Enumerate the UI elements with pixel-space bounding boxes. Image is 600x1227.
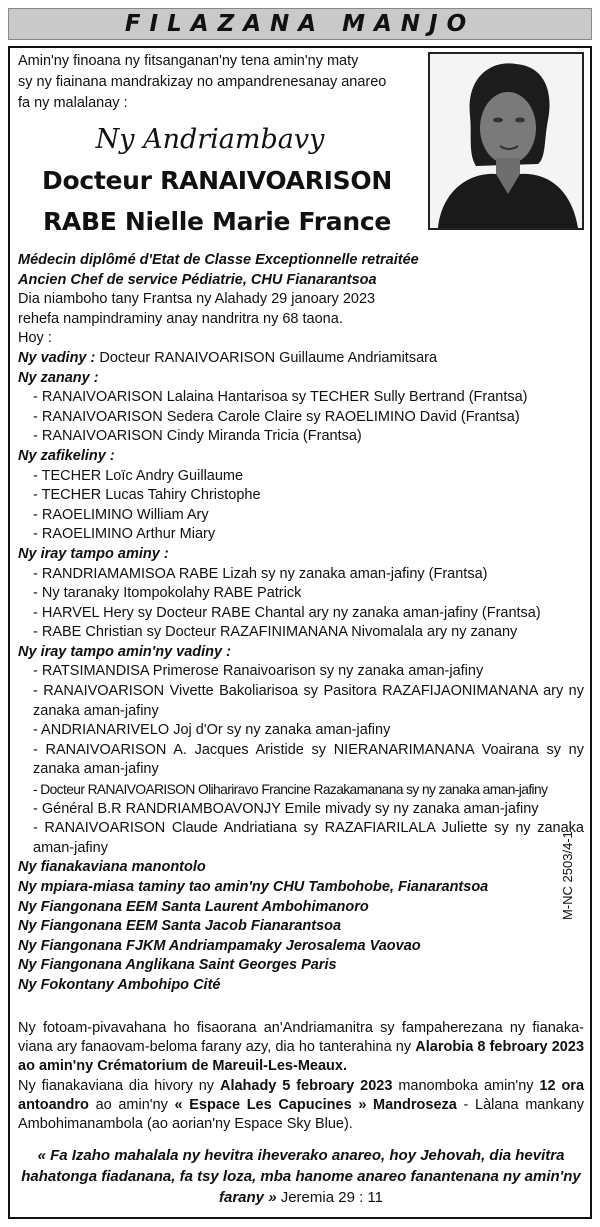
list-item: - Général B.R RANDRIAMBOAVONJY Emile mivady sy ny zanaka aman-jafiny bbox=[33, 800, 539, 817]
intro-text bbox=[18, 51, 418, 114]
gathering-text-run: manomboka amin'ny bbox=[398, 1077, 534, 1094]
intro-line: sy ny fiainana mandrakizay no ampandrenesanay anareo bbox=[18, 74, 387, 90]
gathering-text-run: ao amin'ny bbox=[95, 1096, 168, 1113]
list-item: - RANDRIAMAMISOA RABE Lizah sy ny zanaka aman-jafiny (Frantsa) bbox=[33, 565, 488, 582]
spouse-label: Ny vadiny : bbox=[18, 349, 96, 366]
list-item: - ANDRIANARIVELO Joj d'Or sy ny zanaka aman-jafiny bbox=[33, 722, 391, 739]
list-item: - RANAIVOARISON Lalaina Hantarisoa sy TECHER Sully Bertrand (Frantsa) bbox=[33, 389, 528, 406]
spouse-line bbox=[18, 349, 584, 369]
list-item: - RANAIVOARISON Vivette Bakoliarisoa sy Pasitora RAZAFIJAONIMANANA ary ny zanaka aman-jafiny bbox=[33, 683, 584, 719]
portrait-image bbox=[430, 54, 582, 228]
group-line: Ny fianakaviana manontolo bbox=[18, 859, 206, 876]
list-item: - HARVEL Hery sy Docteur RABE Chantal ary ny zanaka aman-jafiny (Frantsa) bbox=[33, 604, 541, 621]
list-item: - RANAIVOARISON A. Jacques Aristide sy NIERANARIMANANA Voairana sy ny zanaka aman-jafiny bbox=[33, 741, 584, 778]
gathering-time: 12 ora antoandro bbox=[18, 1077, 585, 1113]
list-item: - RANAIVOARISON Cindy Miranda Tricia (Frantsa) bbox=[33, 428, 362, 445]
group-line: Ny Fiangonana Anglikana Saint Georges Paris bbox=[18, 957, 337, 974]
spouse-name: Docteur RANAIVOARISON Guillaume Andriamitsara bbox=[99, 349, 438, 366]
group-line: Ny mpiara-miasa taminy tao amin'ny CHU Tambohobe, Fianarantsoa bbox=[18, 879, 489, 895]
ceremony-text bbox=[18, 1019, 584, 1134]
death-line: Hoy : bbox=[18, 330, 52, 347]
intro-line: Amin'ny finoana ny fitsanganan'ny tena amin'ny maty bbox=[18, 53, 359, 69]
grandchildren-label: Ny zafikeliny : bbox=[18, 447, 115, 464]
deceased-name-line1: Docteur RANAIVOARISON bbox=[42, 166, 392, 195]
quote-reference: Jeremia 29 : 11 bbox=[280, 1189, 383, 1206]
group-line: Ny Fiangonana EEM Santa Jacob Fianarantsoa bbox=[18, 918, 342, 935]
list-item: - RABE Christian sy Docteur RAZAFINIMANANA Nivomalala ary ny zanany bbox=[33, 624, 518, 641]
gathering-date: Alahady 5 febroary 2023 bbox=[219, 1077, 393, 1094]
group-line: Ny Fiangonana FJKM Andriampamaky Jerosalema Vaovao bbox=[18, 937, 421, 954]
list-item: - RANAIVOARISON Claude Andriatiana sy RAZAFIARILALA Juliette sy ny zanaka aman-jafiny bbox=[33, 820, 584, 856]
intro-line: fa ny malalanay : bbox=[18, 95, 128, 111]
gathering-text-run: - Làlana mankany Ambohimanambola (ao aorian'ny Espace Sky Blue). bbox=[18, 1096, 585, 1133]
reference-code: M-NC 2503/4-1 bbox=[560, 831, 575, 920]
honorific: Ny Andriambavy bbox=[95, 124, 325, 155]
deceased-name-line2: RABE Nielle Marie France bbox=[42, 207, 392, 236]
credential-line: Ancien Chef de service Pédiatrie, CHU Fianarantsoa bbox=[18, 271, 377, 288]
group-line: Ny Fokontany Ambohipo Cité bbox=[18, 976, 221, 993]
list-item: - Docteur RANAIVOARISON Olihariravo Francine Razakamanana sy ny zanaka aman-jafiny bbox=[33, 782, 548, 798]
list-item: - RAOELIMINO William Ary bbox=[33, 506, 209, 523]
ceremony-date-place: Alarobia 8 febroary 2023 ao amin'ny Crématorium de Mareuil-Les-Meaux. bbox=[18, 1039, 585, 1075]
list-item: - RANAIVOARISON Sedera Carole Claire sy RAOELIMINO David (Frantsa) bbox=[33, 408, 520, 425]
spouse-siblings-label: Ny iray tampo amin'ny vadiny : bbox=[18, 643, 231, 660]
group-line: Ny Fiangonana EEM Santa Laurent Ambohimanoro bbox=[18, 898, 369, 915]
list-item: - RATSIMANDISA Primerose Ranaivoarison sy ny zanaka aman-jafiny bbox=[33, 663, 484, 680]
notice-body bbox=[18, 251, 584, 996]
gathering-place: « Espace Les Capucines » Mandroseza bbox=[174, 1096, 457, 1113]
credential-line: Médecin diplômé d'Etat de Classe Exceptionnelle retraitée bbox=[18, 252, 419, 268]
children-label: Ny zanany : bbox=[18, 369, 99, 386]
ceremony-paragraph bbox=[18, 1019, 584, 1077]
gathering-paragraph bbox=[18, 1077, 584, 1135]
list-item: - RAOELIMINO Arthur Miary bbox=[33, 526, 216, 543]
portrait-photo bbox=[428, 52, 584, 230]
quote-text: « Fa Izaho mahalala ny hevitra iheverako anareo, hoy Jehovah, dia hevitra hahatonga fiadanana, fa tsy loza, mba hanome anareo fanantenana ny amin'ny farany » bbox=[21, 1147, 581, 1206]
list-item: - TECHER Loïc Andry Guillaume bbox=[33, 467, 244, 484]
bible-quote bbox=[18, 1145, 584, 1208]
siblings-label: Ny iray tampo aminy : bbox=[18, 545, 169, 562]
ceremony-text-run: Ny fotoam-pivavahana ho fisaorana an'Andriamanitra sy fampaherezana ny fianaka- viana ary fanaovam-beloma farany azy, dia ho tanterahina ny bbox=[18, 1020, 584, 1056]
list-item: - TECHER Lucas Tahiry Christophe bbox=[33, 487, 261, 504]
banner-title: FILAZANA MANJO bbox=[124, 11, 476, 37]
list-item: - Ny taranaky Itompokolahy RABE Patrick bbox=[33, 585, 302, 602]
gathering-text-run: Ny fianakaviana dia hivory ny bbox=[18, 1077, 215, 1094]
death-line: Dia niamboho tany Frantsa ny Alahady 29 janoary 2023 bbox=[18, 291, 376, 308]
death-line: rehefa nampindraminy anay nandritra ny 68 taona. bbox=[18, 310, 343, 327]
banner bbox=[8, 8, 592, 40]
